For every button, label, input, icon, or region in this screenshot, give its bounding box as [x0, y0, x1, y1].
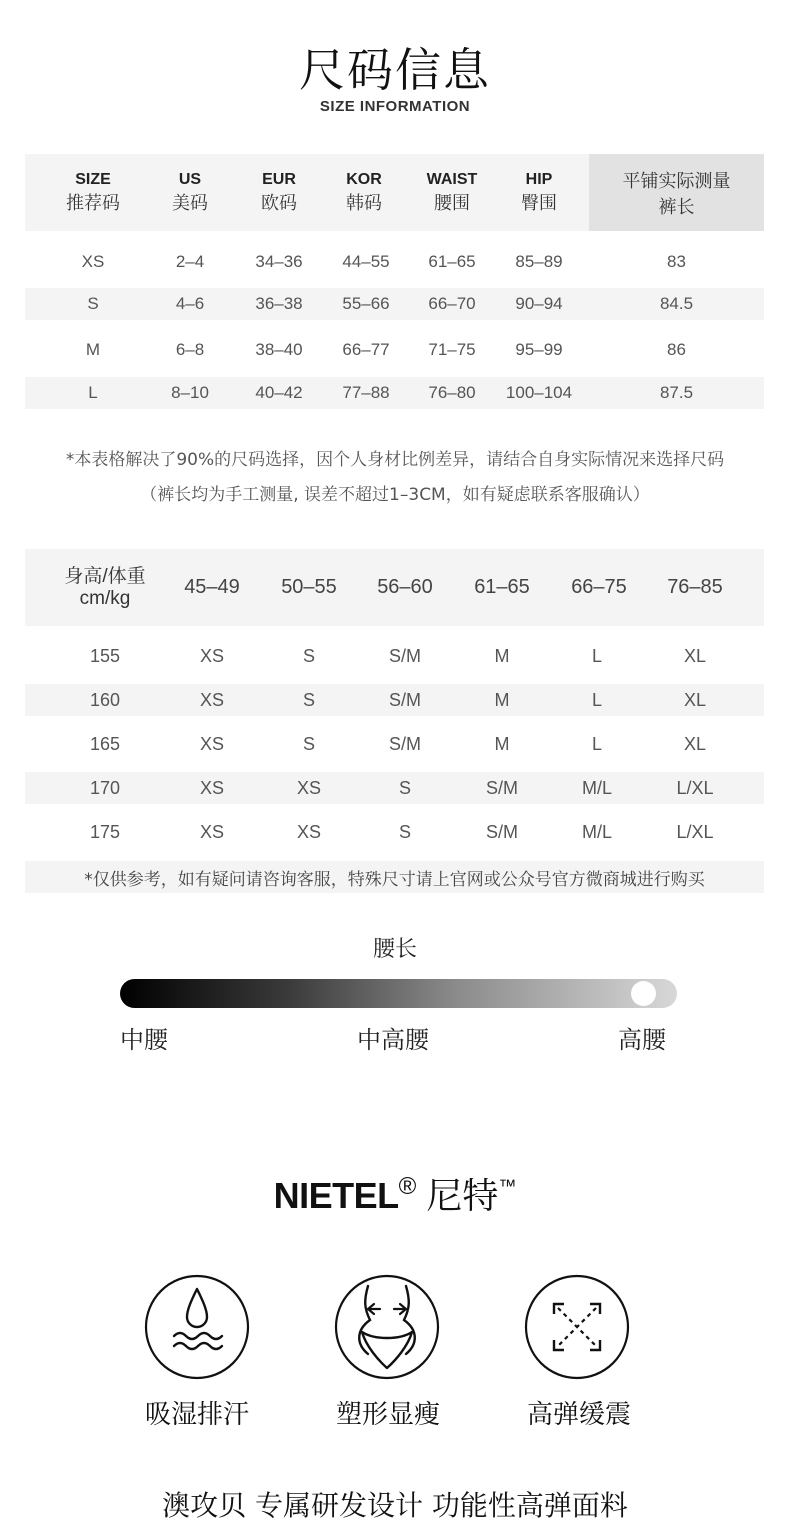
col-waist: WAIST 腰围: [426, 170, 478, 214]
size-table-header: [25, 154, 764, 231]
table-cell: 77–88: [342, 383, 390, 402]
brand-name-zh: 尼特: [426, 1176, 499, 1217]
col-length: 平铺实际测量 裤长: [589, 154, 764, 231]
waist-length-title: 腰长: [372, 937, 417, 962]
table-cell: XS: [296, 821, 321, 842]
table-cell: 4–6: [175, 294, 205, 313]
feature-label-moisture-wicking: 吸湿排汗: [144, 1400, 249, 1430]
table-cell: M/L: [581, 777, 612, 798]
table-cell: M/L: [581, 821, 612, 842]
table-cell: 6–8: [175, 340, 205, 359]
table-cell: L: [591, 733, 602, 754]
col-size: SIZE 推荐码: [66, 170, 120, 214]
table-cell: 66–70: [428, 294, 476, 313]
table-cell: 8–10: [171, 383, 209, 402]
registered-mark: ®: [398, 1173, 417, 1200]
table-cell: 86: [667, 340, 686, 359]
table-cell: XL: [683, 645, 707, 666]
table-cell: XL: [683, 733, 707, 754]
col-kor: KOR 韩码: [346, 170, 382, 214]
table-cell: 85–89: [515, 252, 563, 271]
fabric-description: 澳攻贝 专属研发设计 功能性高弹面料: [162, 1489, 628, 1522]
table-cell: L: [591, 689, 602, 710]
table-cell: S/M: [388, 689, 421, 710]
col-weight: 61–65: [474, 576, 530, 598]
table-cell: 40–42: [255, 383, 303, 402]
elastic-expand-icon: [524, 1274, 630, 1380]
table-cell: 175: [89, 821, 121, 842]
table-cell: M: [494, 689, 510, 710]
height-weight-table: [25, 549, 764, 861]
table-cell: S: [87, 294, 99, 313]
col-eur: EUR 欧码: [261, 170, 297, 214]
table-row: [25, 377, 764, 409]
col-weight: 66–75: [571, 576, 627, 598]
table-cell: 95–99: [515, 340, 563, 359]
table-row: [25, 244, 764, 280]
table-cell: 44–55: [342, 252, 390, 271]
table-cell: 2–4: [175, 252, 205, 271]
table-cell: L/XL: [676, 821, 714, 842]
waist-length-bar: [120, 979, 677, 1008]
table-cell: XS: [81, 252, 105, 271]
table-cell: 87.5: [659, 383, 694, 402]
table-cell: S: [398, 821, 411, 842]
table-cell: S/M: [388, 645, 421, 666]
waist-label-mid: 中腰: [120, 1026, 168, 1054]
table-cell: S: [302, 733, 315, 754]
table-row: [25, 772, 764, 804]
table-cell: M: [494, 733, 510, 754]
table-row: [25, 728, 764, 760]
water-drop-icon: [144, 1274, 250, 1380]
table-cell: 38–40: [255, 340, 303, 359]
trademark-mark: ™: [498, 1176, 517, 1196]
table-cell: 55–66: [342, 294, 390, 313]
col-weight: 50–55: [281, 576, 337, 598]
table-row: [25, 640, 764, 672]
table-cell: 170: [89, 777, 121, 798]
table-cell: XL: [683, 689, 707, 710]
table-cell: S/M: [485, 821, 518, 842]
col-us: US 美码: [172, 170, 208, 214]
table-cell: XS: [199, 733, 224, 754]
table-cell: XS: [296, 777, 321, 798]
size-table: [25, 154, 764, 410]
table-cell: 71–75: [428, 340, 476, 359]
table-cell: XS: [199, 689, 224, 710]
table-row: [25, 332, 764, 368]
waist-length-indicator: [631, 981, 656, 1006]
table-cell: 100–104: [505, 383, 573, 402]
table-cell: L: [591, 645, 602, 666]
table-cell: XS: [199, 645, 224, 666]
table-cell: 155: [89, 645, 121, 666]
table-cell: S/M: [485, 777, 518, 798]
table-cell: M: [494, 645, 510, 666]
table-row: [25, 816, 764, 848]
page-subtitle: SIZE INFORMATION: [319, 98, 471, 115]
brand-name-en: NIETEL: [273, 1175, 399, 1216]
table-row: [25, 684, 764, 716]
table-cell: 76–80: [428, 383, 476, 402]
table-cell: M: [85, 340, 101, 359]
waist-label-mid-high: 中高腰: [357, 1026, 429, 1054]
table-cell: XS: [199, 777, 224, 798]
table-cell: 83: [667, 252, 686, 271]
table-cell: 84.5: [659, 294, 694, 313]
table-cell: L/XL: [676, 777, 714, 798]
size-note: *本表格解决了90%的尺码选择，因个人身材比例差异，请结合自身实际情况来选择尺码: [65, 450, 725, 470]
table-cell: 36–38: [255, 294, 303, 313]
reference-footnote: *仅供参考，如有疑问请咨询客服，特殊尺寸请上官网或公众号官方微商城进行购买: [25, 861, 764, 893]
measurement-note: （裤长均为手工测量, 误差不超过1–3CM，如有疑虑联系客服确认）: [140, 485, 650, 505]
body-shape-icon: [334, 1274, 440, 1380]
table-cell: 61–65: [428, 252, 476, 271]
col-weight: 56–60: [377, 576, 433, 598]
table-cell: XS: [199, 821, 224, 842]
col-height-weight: 身高/体重 cm/kg: [64, 565, 146, 609]
table-cell: 90–94: [515, 294, 563, 313]
feature-label-body-shaping: 塑形显瘦: [335, 1400, 440, 1430]
table-cell: S: [398, 777, 411, 798]
col-weight: 45–49: [184, 576, 240, 598]
table-cell: S: [302, 689, 315, 710]
height-weight-header: [25, 549, 764, 626]
brand-title: [0, 1168, 790, 1219]
table-cell: S/M: [388, 733, 421, 754]
table-cell: 66–77: [342, 340, 390, 359]
col-hip: HIP 臀围: [521, 170, 557, 214]
table-cell: S: [302, 645, 315, 666]
col-weight: 76–85: [667, 576, 723, 598]
table-cell: 160: [89, 689, 121, 710]
waist-label-high: 高腰: [618, 1026, 666, 1054]
page-title: 尺码信息: [299, 43, 491, 97]
table-cell: L: [88, 383, 98, 402]
table-cell: 165: [89, 733, 121, 754]
table-row: [25, 288, 764, 320]
feature-label-high-elasticity: 高弹缓震: [526, 1400, 631, 1430]
table-cell: 34–36: [255, 252, 303, 271]
